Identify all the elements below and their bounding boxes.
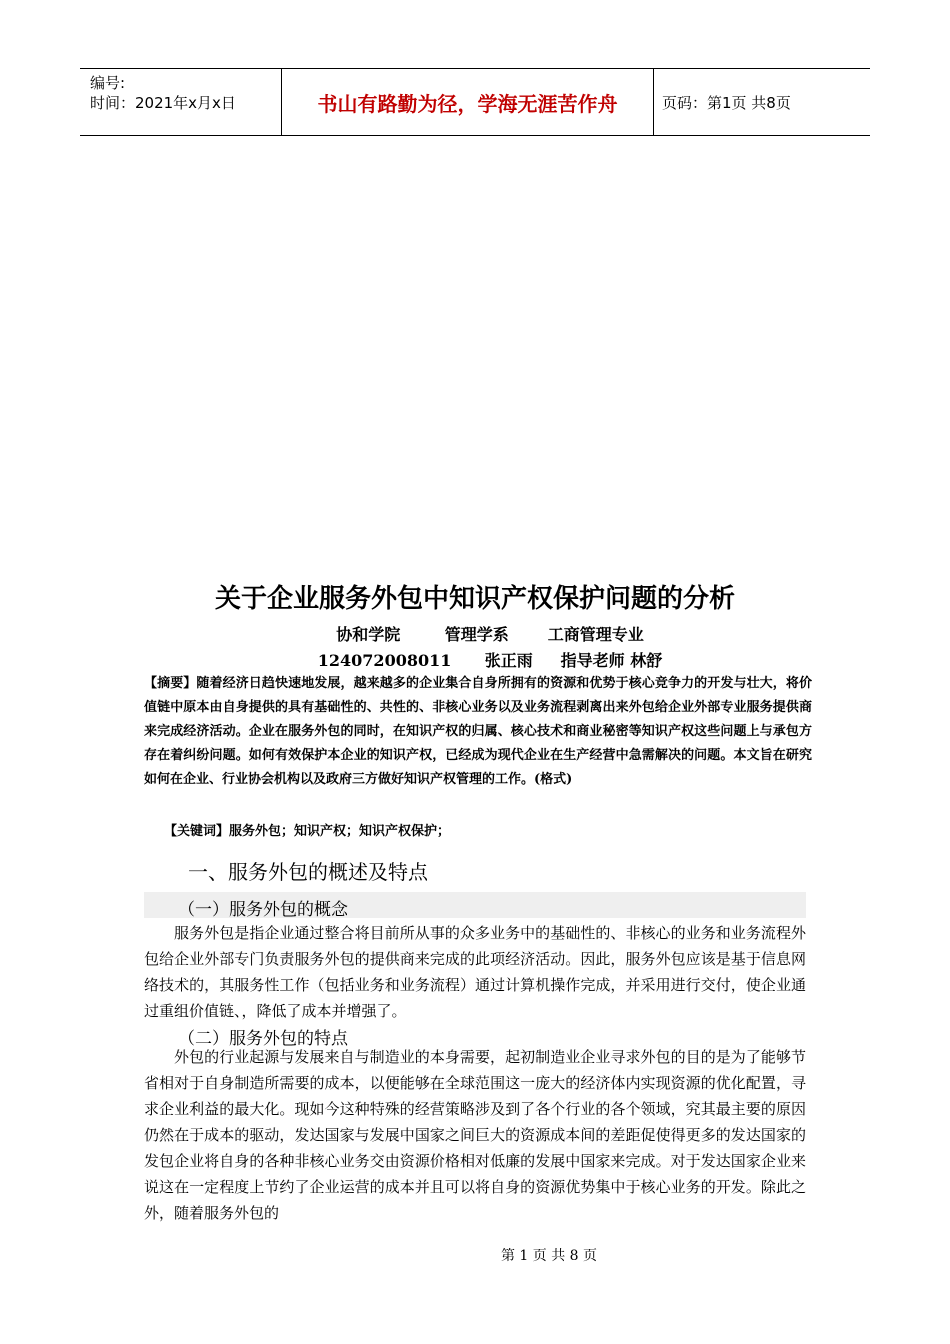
page-footer: 第 1 页 共 8 页 bbox=[500, 1248, 598, 1264]
header-page-info: 页码：第1页 共8页 bbox=[662, 93, 791, 112]
abstract-text: 随着经济日趋快速地发展，越来越多的企业集合自身所拥有的资源和优势于核心竞争力的开发与壮大，将价值链中原本由自身提供的具有基础性的、共性的、非核心业务以及业务流程剥离出来外包给企业外部专业服务提供商来完成经济活动。企业在服务外包的同时，在知识产权的归属、核心技术和商业秘密等知识产权这些问题上与承包方存在着纠纷问题。如何有效保护本企业的知识产权，已经成为现代企业在生产经营中急需解决的问题。本文旨在研究如何在企业、行业协会机构以及政府三方做好知识产权管理的工作。(格式) bbox=[144, 676, 812, 787]
keywords-label: 【关键词】 bbox=[164, 824, 230, 839]
subsection-heading-features: （二）服务外包的特点 bbox=[178, 1029, 348, 1049]
section-heading: 一、服务外包的概述及特点 bbox=[188, 860, 428, 884]
byline-affiliation: 协和学院 管理学系 工商管理专业 bbox=[336, 625, 644, 644]
paragraph-features: 外包的行业起源与发展来自与制造业的本身需要，起初制造业企业寻求外包的目的是为了能够节省相对于自身制造所需要的成本，以便能够在全球范围这一庞大的经济体内实现资源的优化配置，寻求企业利益的最大化。现如今这种特殊的经营策略涉及到了各个行业的各个领域，究其最主要的原因仍然在于成本的驱动，发达国家与发展中国家之间巨大的资源成本间的差距促使得更多的发达国家的发包企业将自身的各种非核心业务交由资源价格相对低廉的发展中国家来完成。对于发达国家企业来说这在一定程度上节约了企业运营的成本并且可以将自身的资源优势集中于核心业务的开发。除此之外，随着服务外包的 bbox=[144, 1048, 806, 1222]
header-motto: 书山有路勤为径，学海无涯苦作舟 bbox=[281, 69, 654, 135]
paragraph-concept: 服务外包是指企业通过整合将目前所从事的众多业务中的基础性的、非核心的业务和业务流程外包给企业外部专门负责服务外包的提供商来完成的此项经济活动。因此，服务外包应该是基于信息网络技术的，其服务性工作（包括业务和业务流程）通过计算机操作完成，并采用进行交付，使企业通过重组价值链、，降低了成本并增强了。 bbox=[144, 924, 806, 1020]
keywords bbox=[164, 820, 450, 839]
document-number-label: 编号: bbox=[90, 74, 126, 92]
subsection-heading-concept: （一）服务外包的概念 bbox=[178, 900, 348, 920]
document-time-label: 时间：2021年x月x日 bbox=[90, 94, 236, 112]
header-info-cell bbox=[80, 69, 281, 135]
header-table bbox=[80, 68, 870, 136]
byline-author: 124072008011 张正雨 指导老师 林舒 bbox=[317, 651, 663, 670]
document-title: 关于企业服务外包中知识产权保护问题的分析 bbox=[214, 584, 735, 614]
abstract bbox=[144, 672, 812, 792]
abstract-label: 【摘要】 bbox=[144, 676, 197, 691]
keywords-text: 服务外包；知识产权；知识产权保护； bbox=[229, 824, 451, 839]
